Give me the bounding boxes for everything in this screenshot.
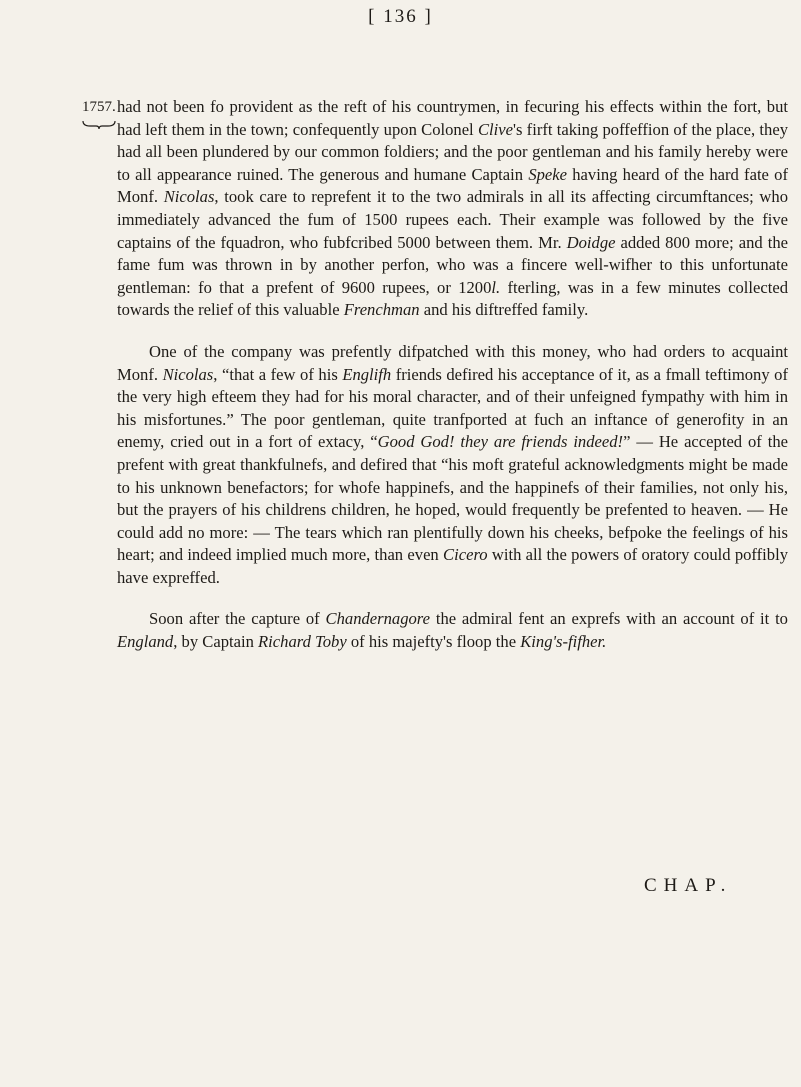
italic-text-segment: Doidge bbox=[566, 232, 616, 252]
text-segment: Soon after the capture of bbox=[149, 609, 326, 629]
paragraph-1 bbox=[117, 96, 788, 322]
italic-text-segment: l. bbox=[491, 277, 501, 297]
margin-year: 1757. bbox=[82, 99, 116, 115]
italic-text-segment: Good God! they are friends indeed! bbox=[377, 432, 624, 452]
italic-text-segment: England bbox=[117, 632, 174, 652]
italic-text-segment: Richard Toby bbox=[258, 632, 347, 652]
body-text bbox=[117, 96, 788, 654]
text-segment: friends defired his acceptance of it, as a fmall teftimony of the very high efteem they had for his moral character, and of their unfeigned fympathy with him in his misfortunes.” The poor gentleman, quite tranfported at fuch an inftance of generofity in an enemy, cried out in a fort of extacy, “ bbox=[117, 364, 789, 452]
page-number: [ 136 ] bbox=[368, 6, 433, 27]
text-segment: had not been fo provident as the reft of his countrymen, in fecuring his effects within the fort, but had left them in the town; confequently upon Colonel bbox=[117, 97, 788, 139]
italic-text-segment: Cicero bbox=[443, 545, 488, 565]
text-segment: One of the company was prefently difpatched with this money, who had orders to acquaint Monf. bbox=[117, 341, 788, 384]
text-segment: 's firft taking poffeffion of the place, they had all been plundered by our common foldiers; and the poor gentleman and his family hereby were to all appearance ruined. The generous and humane Captain bbox=[117, 119, 788, 184]
italic-text-segment: Englifh bbox=[342, 364, 392, 384]
italic-text-segment: King's-fifher. bbox=[520, 632, 607, 652]
italic-text-segment: Speke bbox=[528, 164, 568, 184]
text-segment: , by Captain bbox=[173, 632, 259, 652]
paragraph-2 bbox=[117, 341, 788, 590]
text-segment: fterling, was in a few minutes collected towards the relief of this valuable bbox=[117, 277, 788, 320]
italic-text-segment: Chandernagore bbox=[325, 609, 431, 629]
catchword: CHAP. bbox=[644, 875, 733, 896]
paragraph-3 bbox=[117, 608, 788, 653]
text-segment: added 800 more; and the fame fum was thrown in by another perfon, who was a fincere well-wifher to this unfortunate gentleman: fo that a prefent of 9600 rupees, or 1200 bbox=[117, 232, 788, 297]
text-segment: , took care to reprefent it to the two admirals in all its affecting circumftances; who immediately advanced the fum of 1500 rupees each. Their example was followed by the five captains of the fquadron, who fubfcribed 5000 between them. Mr. bbox=[117, 187, 789, 252]
text-segment: of his majefty's floop the bbox=[346, 632, 521, 652]
italic-text-segment: Nicolas bbox=[162, 364, 214, 384]
text-segment: and his diftreffed family. bbox=[419, 300, 589, 320]
text-segment: ” — He accepted of the prefent with great thankfulnefs, and defired that “his moft grateful acknowledgments might be made to his unknown benefactors; for whofe happinefs, and the happinefs of their families, not only his, but the prayers of his childrens children, he hoped, would frequently be prefented to heaven. — He could add no more: — The tears which ran plentifully down his cheeks, befpoke the feelings of his heart; and indeed implied much more, than even bbox=[117, 432, 788, 565]
italic-text-segment: Clive bbox=[477, 119, 513, 139]
text-segment: having heard of the hard fate of Monf. bbox=[117, 164, 788, 207]
italic-text-segment: Nicolas bbox=[163, 187, 215, 207]
text-segment: with all the powers of oratory could poffibly have expreffed. bbox=[117, 545, 788, 587]
margin-brace-icon bbox=[82, 120, 116, 130]
italic-text-segment: Frenchman bbox=[343, 300, 420, 320]
text-segment: the admiral fent an exprefs with an account of it to bbox=[430, 609, 788, 629]
text-segment: , “that a few of his bbox=[213, 364, 343, 384]
